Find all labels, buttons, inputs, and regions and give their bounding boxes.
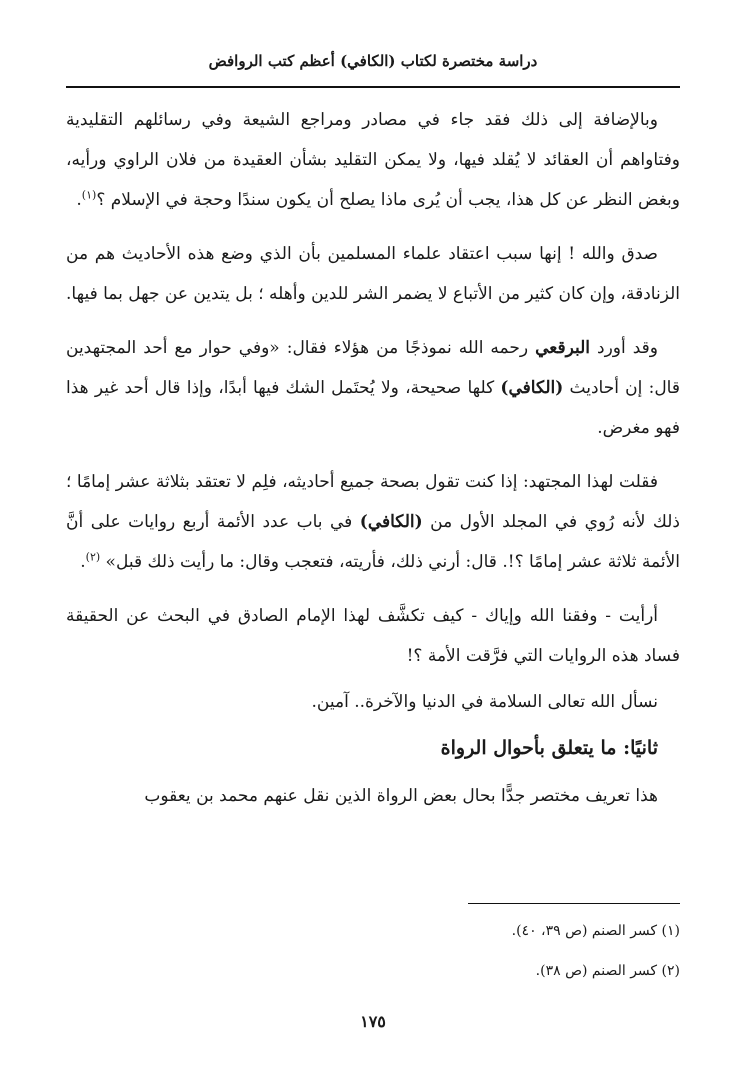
running-header-title: دراسة مختصرة لكتاب (الكافي) أعظم كتب الروافض	[208, 52, 538, 70]
paragraph-1	[66, 100, 680, 220]
paragraph-3-part-c: كلها صحيحة، ولا يُحتَمل الشك فيها أبدًا، وإذا قال أحد غير هذا فهو مغرض.	[66, 378, 680, 438]
footnote-ref-2[interactable]: (٢)	[85, 550, 101, 564]
paragraph-1-end: .	[76, 190, 82, 210]
footnote-ref-1[interactable]: (١)	[81, 188, 97, 202]
paragraph-4-end: .	[80, 552, 86, 572]
paragraph-3-part-a: وقد أورد	[590, 338, 658, 358]
author-name-barqaei: البرقعي	[535, 338, 591, 358]
footnote-rule	[468, 903, 680, 904]
header-rule	[66, 86, 680, 88]
book-title-kafi: (الكافي)	[500, 378, 564, 398]
paragraph-6: نسأل الله تعالى السلامة في الدنيا والآخرة.. آمين.	[311, 692, 658, 712]
footnotes	[66, 911, 680, 991]
footnote-1: (١) كسر الصنم (ص ٣٩، ٤٠).	[511, 923, 680, 939]
paragraph-5: أرأيت - وفقنا الله وإياك - كيف تكشَّف لهذا الإمام الصادق في البحث عن الحقيقة فساد هذه الروايات التي فرَّقت الأمة ؟!	[66, 606, 680, 666]
page-number: ١٧٥	[360, 1012, 386, 1031]
book-title-kafi: (الكافي)	[359, 512, 423, 532]
paragraph-1-text: وبالإضافة إلى ذلك فقد جاء في مصادر ومراجع الشيعة وفي رسائلهم التقليدية وفتاواهم أن العقائد لا يُقلد فيها، ولا يمكن التقليد بشأن العقيدة من فلان الراوي ورأيه، وبغض النظر عن كل هذا، يجب أن يُرى ماذا يصلح أن يكون سندًا وحجة في الإسلام ؟	[66, 110, 680, 210]
paragraph-4	[66, 462, 680, 582]
paragraph-4-part-a: فقلت لهذا المجتهد: إذا كنت تقول بصحة جميع أحاديثه، فلِم لا تعتقد بثلاثة عشر إمامًا ؛ ذلك لأنه رُوي في المجلد الأول من	[66, 472, 680, 532]
section-heading: ثانيًا: ما يتعلق بأحوال الرواة	[440, 737, 658, 759]
footnote-2: (٢) كسر الصنم (ص ٣٨).	[535, 963, 680, 979]
paragraph-3	[66, 328, 680, 448]
paragraph-3-part-b: رحمه الله نموذجًا من هؤلاء فقال: «وفي حوار مع أحد المجتهدين قال: إن أحاديث	[66, 338, 680, 398]
paragraph-4-part-b: في باب عدد الأئمة أربع روايات على أنَّ الأئمة ثلاثة عشر إمامًا ؟!. قال: أرني ذلك، فأريته، فتعجب وقال: ما رأيت ذلك قبل»	[66, 512, 680, 572]
paragraph-2: صدق والله ! إنها سبب اعتقاد علماء المسلمين بأن الذي وضع هذه الأحاديث هم من الزنادقة، وإن كان كثير من الأتباع لا يضمر الشر للدين وأهله ؛ بل يتدين عن جهل بما فيها.	[66, 244, 680, 304]
paragraph-7: هذا تعريف مختصر جدًّا بحال بعض الرواة الذين نقل عنهم محمد بن يعقوب	[144, 786, 658, 806]
main-text	[66, 100, 680, 830]
